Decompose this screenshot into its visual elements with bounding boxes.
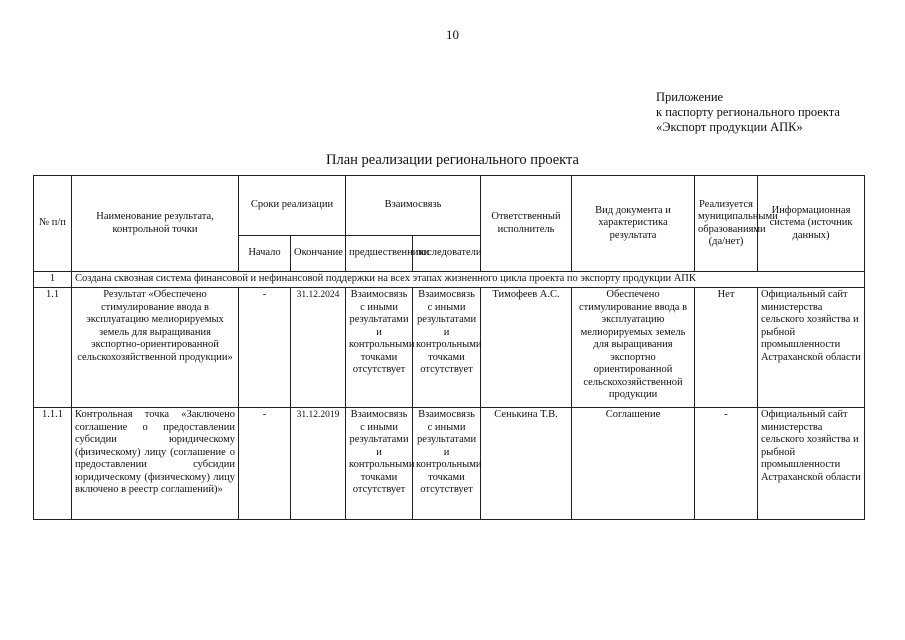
row-successors: Взаимосвязь с иными результатами и контрольными точками отсутствует xyxy=(413,288,481,408)
row-start: - xyxy=(239,288,291,408)
header-end: Окончание xyxy=(291,236,346,272)
section-num: 1 xyxy=(34,272,72,288)
row-num: 1.1 xyxy=(34,288,72,408)
row-doc-type: Обеспечено стимулирование ввода в эксплуатацию мелиорируемых земель для выращивания экспортно ориентированной сельскохозяйственной продукции xyxy=(572,288,695,408)
section-text: Создана сквозная система финансовой и нефинансовой поддержки на всех этапах жизненного цикла проекта по экспорту продукции АПК xyxy=(72,272,865,288)
appendix-line-3: «Экспорт продукции АПК» xyxy=(656,120,803,134)
row-num: 1.1.1 xyxy=(34,408,72,520)
appendix-line-1: Приложение xyxy=(656,90,724,104)
row-doc-type: Соглашение xyxy=(572,408,695,520)
table-row xyxy=(34,288,865,408)
header-start: Начало xyxy=(239,236,291,272)
row-start: - xyxy=(239,408,291,520)
row-responsible: Тимофеев А.С. xyxy=(481,288,572,408)
row-successors: Взаимосвязь с иными результатами и контрольными точками отсутствует xyxy=(413,408,481,520)
header-municipal: Реализуется муниципальными образованиями (да/нет) xyxy=(695,176,758,272)
header-terms: Сроки реализации xyxy=(239,176,346,236)
row-info-system: Официальный сайт министерства сельского хозяйства и рыбной промышленности Астраханской области xyxy=(758,288,865,408)
row-predecessors: Взаимосвязь с иными результатами и контрольными точками отсутствует xyxy=(346,408,413,520)
section-row xyxy=(34,272,865,288)
row-name: Контрольная точка «Заключено соглашение о предоставлении субсидии юридическому (физическому) лицу (соглашение о предоставлении субсидии юридическому (физическому) лицу включено в реестр соглашений)» xyxy=(72,408,239,520)
row-predecessors: Взаимосвязь с иными результатами и контрольными точками отсутствует xyxy=(346,288,413,408)
header-successors: последователи xyxy=(413,236,481,272)
row-name: Результат «Обеспечено стимулирование ввода в эксплуатацию мелиорируемых земель для выращивания экспортно-ориентированной сельскохозяйственной продукции» xyxy=(72,288,239,408)
header-responsible: Ответственный исполнитель xyxy=(481,176,572,272)
header-relation: Взаимосвязь xyxy=(346,176,481,236)
row-municipal: - xyxy=(695,408,758,520)
header-name: Наименование результата, контрольной точки xyxy=(72,176,239,272)
page-number: 10 xyxy=(446,27,459,42)
row-end: 31.12.2019 xyxy=(291,408,346,520)
header-predecessors: предшественники xyxy=(346,236,413,272)
table-row xyxy=(34,408,865,520)
row-municipal: Нет xyxy=(695,288,758,408)
header-doc-type: Вид документа и характеристика результата xyxy=(572,176,695,272)
row-end: 31.12.2024 xyxy=(291,288,346,408)
row-info-system: Официальный сайт министерства сельского хозяйства и рыбной промышленности Астраханской области xyxy=(758,408,865,520)
header-row-1 xyxy=(34,176,865,236)
document-title: План реализации регионального проекта xyxy=(326,152,579,168)
header-num: № п/п xyxy=(34,176,72,272)
header-info-system: Информационная система (источник данных) xyxy=(758,176,865,272)
row-responsible: Сенькина Т.В. xyxy=(481,408,572,520)
implementation-plan-table xyxy=(33,175,865,520)
appendix-line-2: к паспорту регионального проекта xyxy=(656,105,840,119)
appendix-note xyxy=(656,90,840,135)
